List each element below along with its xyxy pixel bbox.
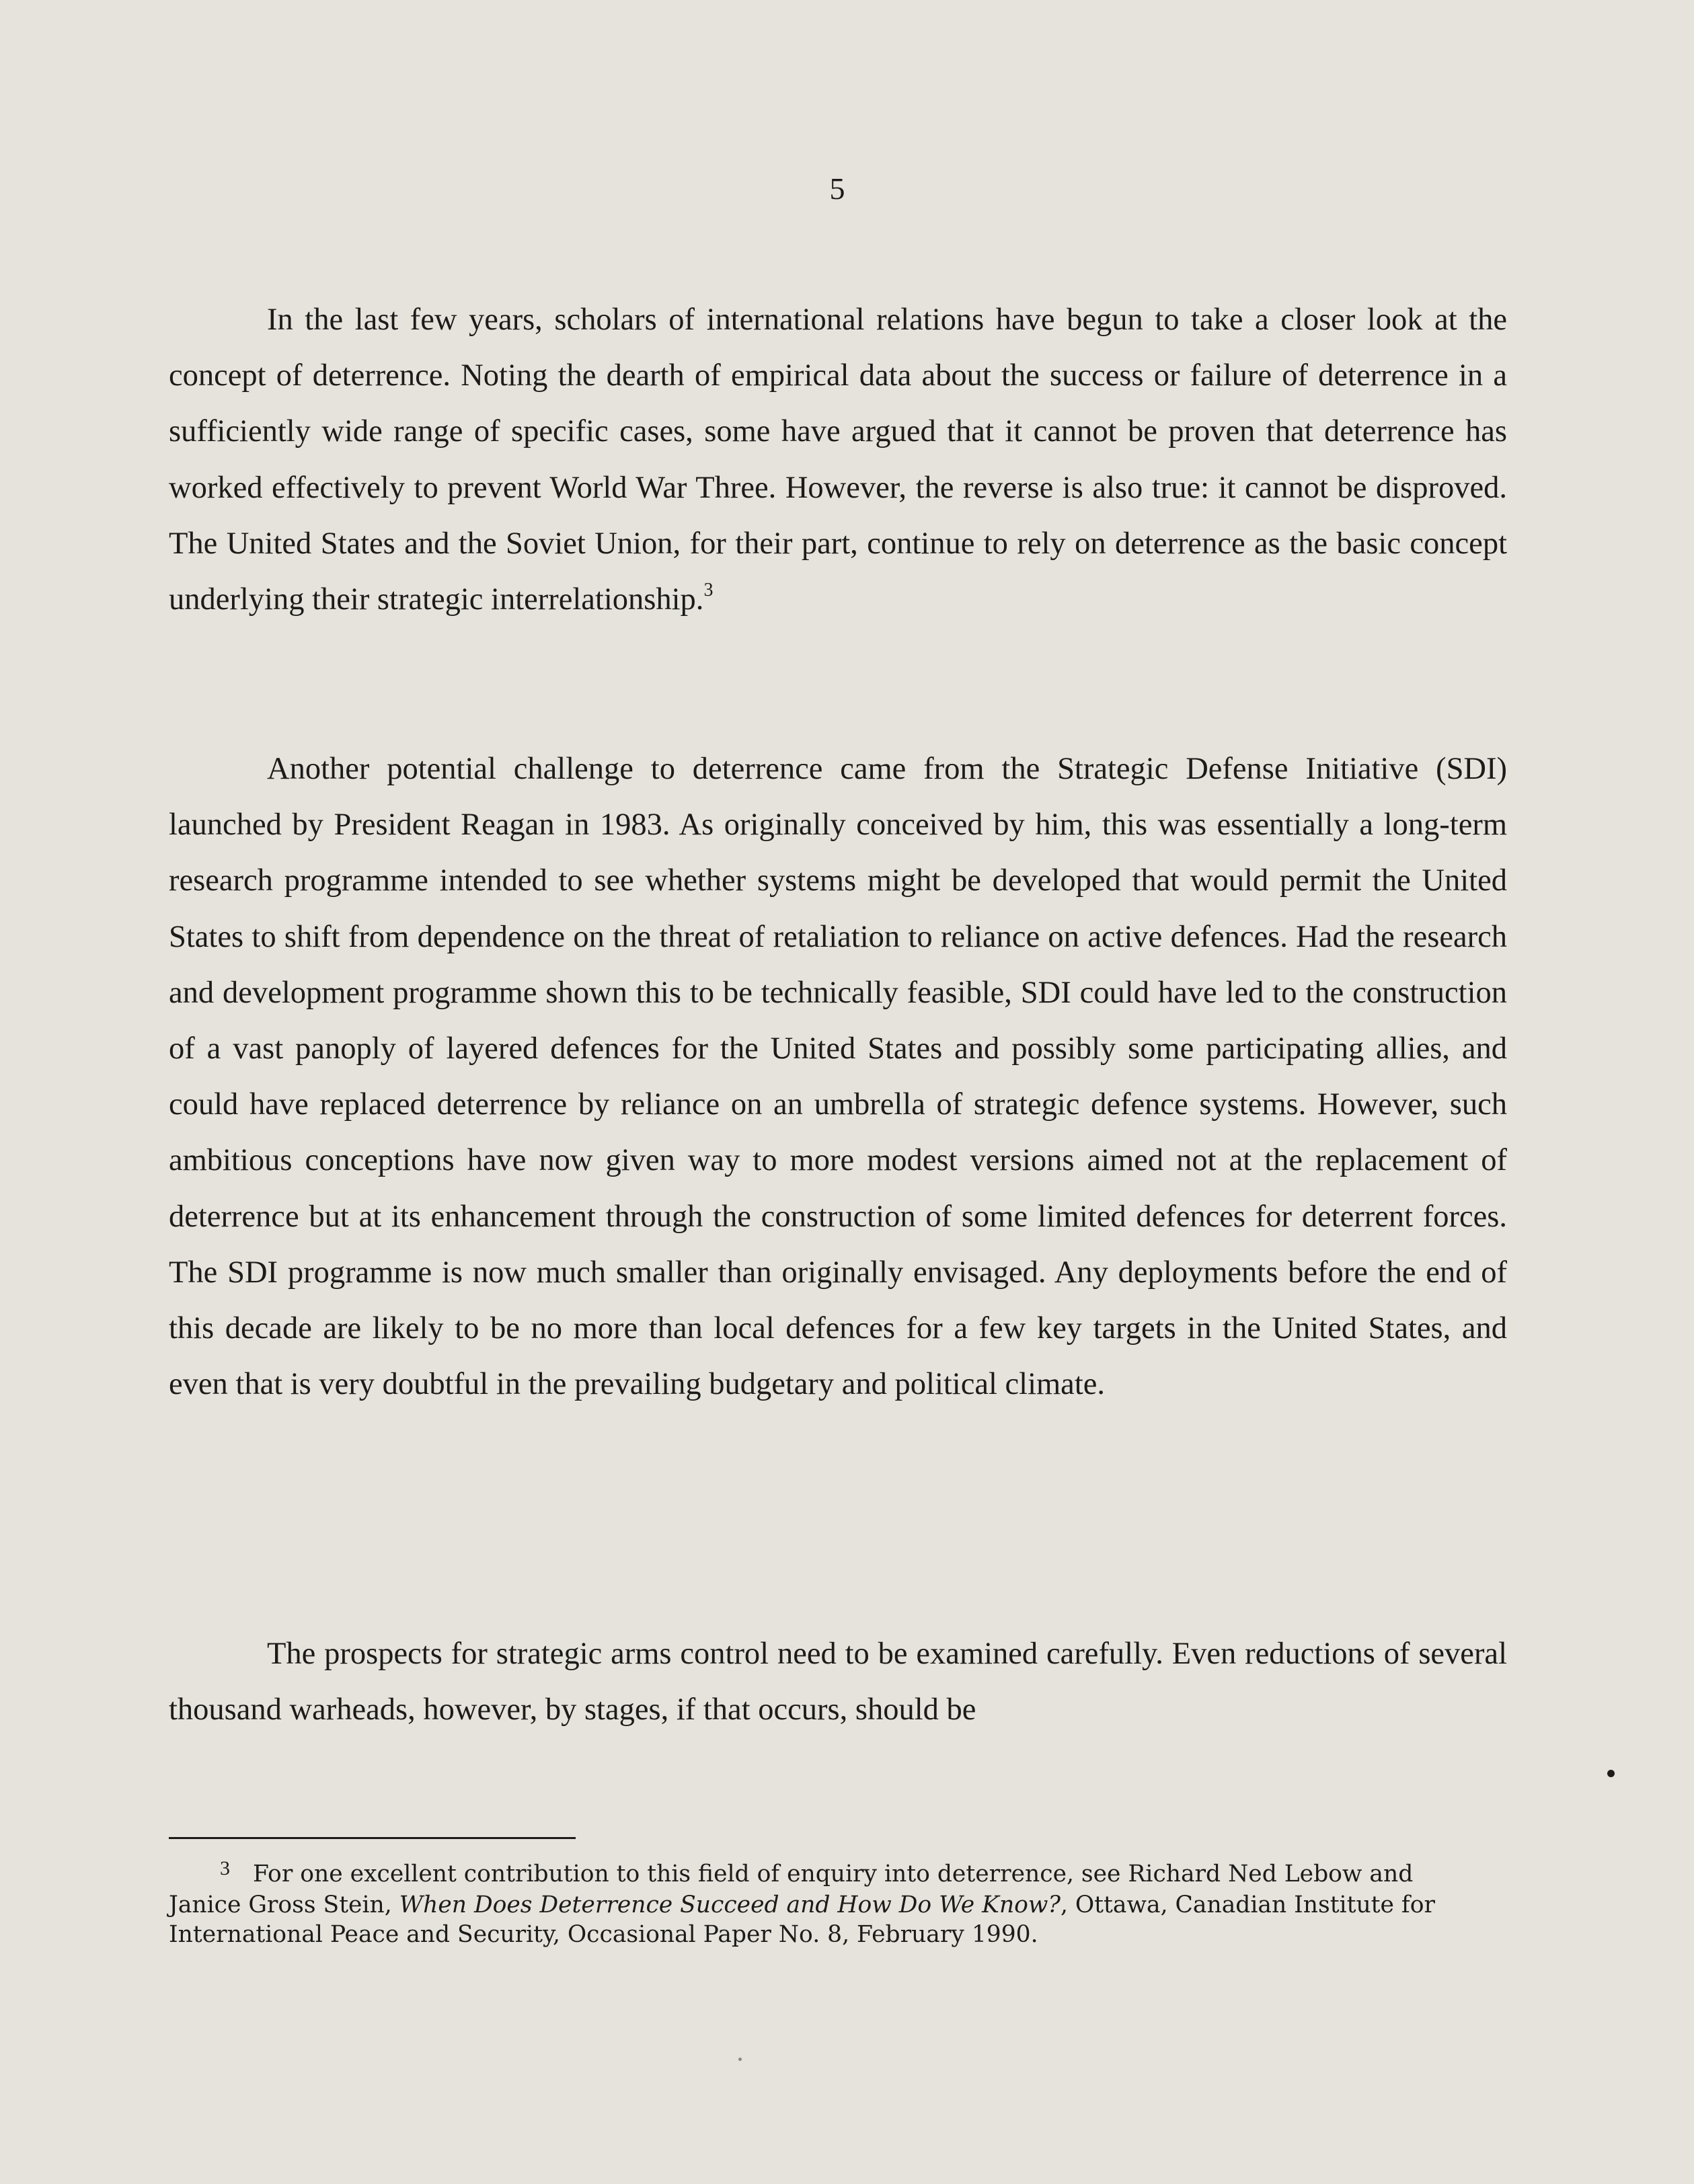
body-paragraph-1	[169, 292, 1507, 627]
footnote-marker: 3	[220, 1857, 230, 1879]
footnote-text-before: For one excellent contribution to this field of enquiry into deterrence, see Richard Ned Lebow and Janice Gross Stein,	[169, 1861, 1414, 1918]
footnote-separator	[169, 1837, 576, 1839]
body-paragraph-2: Another potential challenge to deterrence came from the Strategic Defense Initiative (SDI) launched by President Reagan in 1983. As originally conceived by him, this was essentially a long-term research programme intended to see whether systems might be developed that would permit the United States to shift from dependence on the threat of retaliation to reliance on active defences. Had the research and development programme shown this to be technically feasible, SDI could have led to the construction of a vast panoply of layered defences for the United States and possibly some participating allies, and could have replaced deterrence by reliance on an umbrella of strategic defence systems. However, such ambitious conceptions have now given way to more modest versions aimed not at the replacement of deterrence but at its enhancement through the construction of some limited defences for deterrent forces. The SDI programme is now much smaller than originally envisaged. Any deployments before the end of this decade are likely to be no more than local defences for a few key targets in the United States, and even that is very doubtful in the prevailing budgetary and political climate.	[169, 752, 1507, 1402]
paper-speck-small	[738, 2058, 742, 2061]
body-paragraph-3: The prospects for strategic arms control need to be examined carefully. Even reductions of several thousand warheads, however, by stages, if that occurs, should be	[169, 1637, 1507, 1727]
footnote	[169, 1859, 1467, 1949]
footnote-reference: 3	[703, 579, 714, 600]
paper-speck	[1607, 1770, 1615, 1777]
paragraph-1-text: In the last few years, scholars of international relations have begun to take a closer look at the concept of deterrence. Noting the dearth of empirical data about the success or failure of deterrence in a sufficiently wide range of specific cases, some have argued that it cannot be proven that deterrence has worked effectively to prevent World War Three. However, the reverse is also true: it cannot be disproved. The United States and the Soviet Union, for their part, continue to rely on deterrence as the basic concept underlying their strategic interrelationship.	[169, 303, 1507, 617]
footnote-cited-title: When Does Deterrence Succeed and How Do We Know?	[399, 1892, 1061, 1918]
footnote-text-after: , Ottawa, Canadian Institute for International Peace and Security, Occasional Paper No. 8, February 1990.	[169, 1892, 1435, 1948]
page-number: 5	[829, 171, 845, 206]
